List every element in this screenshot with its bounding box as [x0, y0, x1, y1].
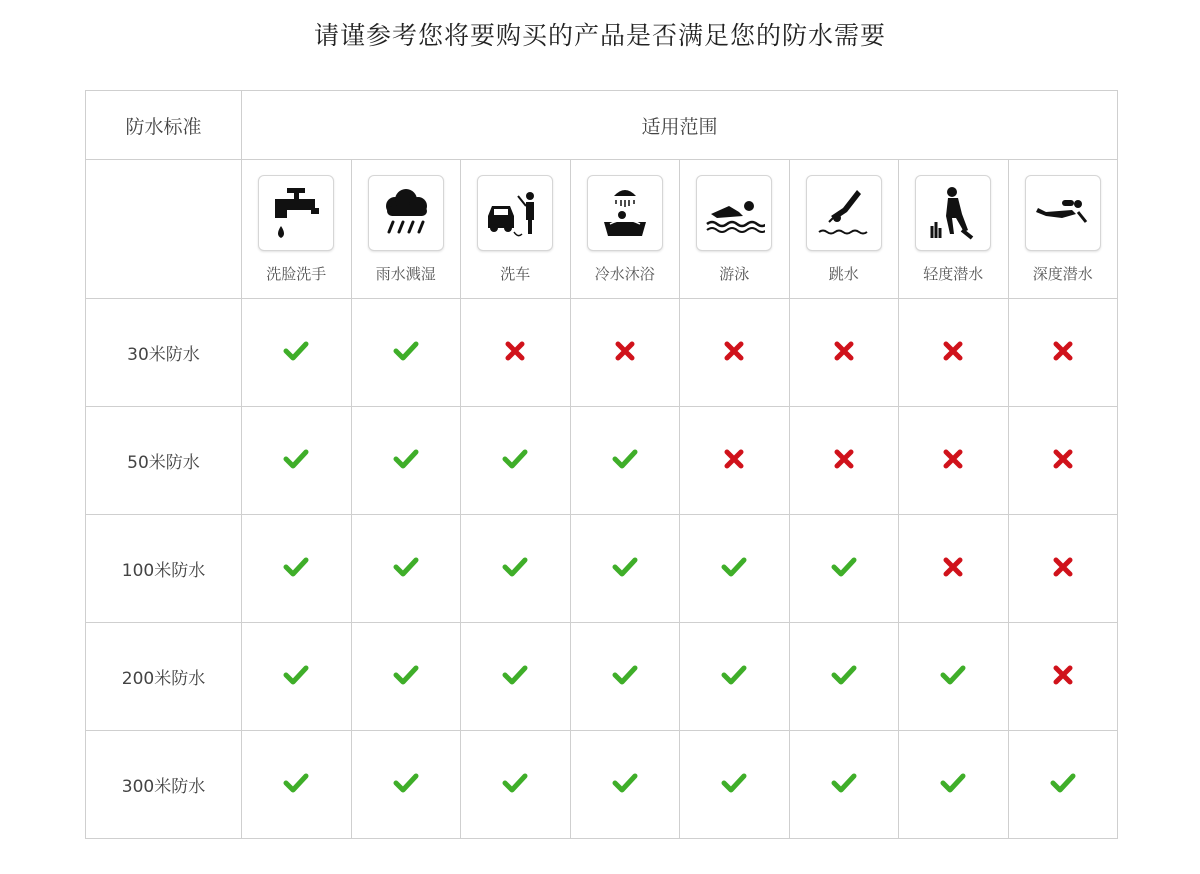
support-cell [899, 623, 1009, 731]
check-icon [283, 772, 309, 798]
support-cell [789, 623, 899, 731]
car-wash-icon [477, 175, 553, 251]
snorkel-diver-icon [915, 175, 991, 251]
check-icon [502, 556, 528, 582]
support-cell [570, 407, 680, 515]
check-icon [721, 772, 747, 798]
check-icon [940, 772, 966, 798]
activity-label: 深度潜水 [1032, 264, 1093, 283]
cross-icon [1053, 449, 1073, 473]
activity-cell [1008, 160, 1118, 299]
activity-label: 冷水沐浴 [594, 264, 655, 283]
support-cell [789, 407, 899, 515]
support-cell [570, 515, 680, 623]
cross-icon [834, 341, 854, 365]
check-icon [831, 664, 857, 690]
empty-corner-cell [86, 160, 242, 299]
standard-label: 50米防水 [86, 407, 242, 515]
table-row [86, 407, 1118, 515]
support-cell [351, 407, 461, 515]
cross-icon [724, 449, 744, 473]
activity-label: 游泳 [719, 264, 750, 283]
support-cell [680, 731, 790, 839]
check-icon [393, 664, 419, 690]
shower-icon [587, 175, 663, 251]
check-icon [283, 556, 309, 582]
support-cell [899, 731, 1009, 839]
activity-label: 跳水 [828, 264, 859, 283]
check-icon [283, 448, 309, 474]
support-cell [680, 407, 790, 515]
support-cell [570, 731, 680, 839]
activity-label: 轻度潜水 [923, 264, 984, 283]
support-cell [242, 299, 352, 407]
support-cell [461, 731, 571, 839]
support-cell [242, 623, 352, 731]
support-cell [461, 299, 571, 407]
activity-cell [242, 160, 352, 299]
table-row [86, 515, 1118, 623]
check-icon [612, 448, 638, 474]
cross-icon [834, 449, 854, 473]
standard-label: 200米防水 [86, 623, 242, 731]
check-icon [612, 772, 638, 798]
waterproof-table [85, 90, 1118, 839]
check-icon [940, 664, 966, 690]
support-cell [570, 299, 680, 407]
check-icon [283, 664, 309, 690]
support-cell [899, 407, 1009, 515]
diver-jump-icon [806, 175, 882, 251]
check-icon [502, 448, 528, 474]
support-cell [899, 515, 1009, 623]
cross-icon [943, 449, 963, 473]
support-cell [680, 299, 790, 407]
cross-icon [1053, 341, 1073, 365]
activity-label: 洗脸洗手 [266, 264, 327, 283]
cross-icon [943, 557, 963, 581]
check-icon [721, 664, 747, 690]
activity-label: 洗车 [500, 264, 531, 283]
table-row [86, 623, 1118, 731]
cross-icon [724, 341, 744, 365]
support-cell [242, 731, 352, 839]
check-icon [393, 556, 419, 582]
cross-icon [1053, 557, 1073, 581]
support-cell [351, 623, 461, 731]
support-cell [1008, 299, 1118, 407]
check-icon [612, 664, 638, 690]
support-cell [242, 407, 352, 515]
scope-header: 适用范围 [242, 91, 1118, 160]
support-cell [351, 731, 461, 839]
activity-cell [570, 160, 680, 299]
cross-icon [615, 341, 635, 365]
support-cell [461, 407, 571, 515]
check-icon [1050, 772, 1076, 798]
check-icon [393, 448, 419, 474]
support-cell [1008, 623, 1118, 731]
support-cell [351, 299, 461, 407]
support-cell [570, 623, 680, 731]
check-icon [831, 556, 857, 582]
cross-icon [505, 341, 525, 365]
support-cell [1008, 731, 1118, 839]
support-cell [242, 515, 352, 623]
check-icon [831, 772, 857, 798]
check-icon [612, 556, 638, 582]
support-cell [899, 299, 1009, 407]
check-icon [283, 340, 309, 366]
activity-cell [680, 160, 790, 299]
activity-label: 雨水溅湿 [375, 264, 436, 283]
activity-cell [789, 160, 899, 299]
support-cell [1008, 407, 1118, 515]
table-row [86, 299, 1118, 407]
rain-cloud-icon [368, 175, 444, 251]
cross-icon [1053, 665, 1073, 689]
support-cell [680, 515, 790, 623]
standard-label: 100米防水 [86, 515, 242, 623]
standard-label: 30米防水 [86, 299, 242, 407]
check-icon [502, 772, 528, 798]
scuba-diver-icon [1025, 175, 1101, 251]
support-cell [680, 623, 790, 731]
activity-cell [899, 160, 1009, 299]
check-icon [393, 340, 419, 366]
check-icon [393, 772, 419, 798]
page-title: 请谨参考您将要购买的产品是否满足您的防水需要 [313, 21, 886, 50]
activity-cell [461, 160, 571, 299]
support-cell [461, 515, 571, 623]
standard-label: 300米防水 [86, 731, 242, 839]
support-cell [461, 623, 571, 731]
swimmer-icon [696, 175, 772, 251]
cross-icon [943, 341, 963, 365]
support-cell [789, 731, 899, 839]
standard-header: 防水标准 [86, 91, 242, 160]
support-cell [789, 299, 899, 407]
support-cell [351, 515, 461, 623]
check-icon [502, 664, 528, 690]
support-cell [1008, 515, 1118, 623]
activity-cell [351, 160, 461, 299]
check-icon [721, 556, 747, 582]
faucet-icon [258, 175, 334, 251]
support-cell [789, 515, 899, 623]
table-row [86, 731, 1118, 839]
